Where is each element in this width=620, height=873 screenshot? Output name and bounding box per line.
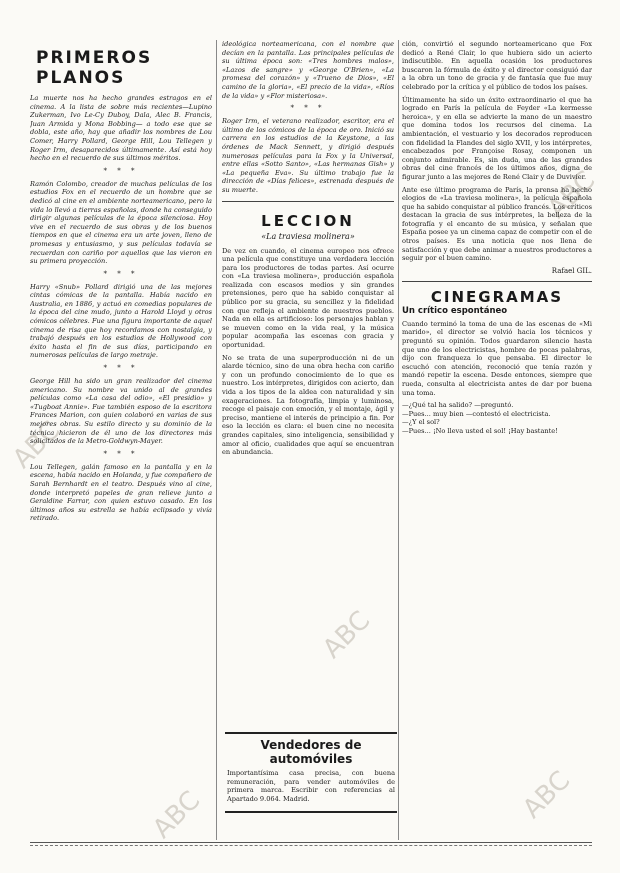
- divider: [402, 281, 592, 282]
- column-divider: [216, 40, 217, 840]
- footer-rule: [30, 842, 592, 843]
- article-paragraph: Ante ese último programa de París, la prensa ha hecho elogios de «La traviesa molinera», la película española que ha sabido conquistar al público francés. Los críticos destacan la gracia de sus intérpretes, la belleza de la fotografía y el encanto de su música, y señalan que España posee ya un cinema capaz de competir con el de otros países. Es una noticia que nos llena de satisfacción y que debe animar a nuestros productores a seguir por el buen camino.: [402, 185, 592, 263]
- column-cinegramas: [402, 40, 592, 440]
- article-paragraph: No se trata de una superproducción ni de un alarde técnico, sino de una obra hecha con cariño y con un profundo conocimiento de lo que es nuestro. Los intérpretes, dirigidos con acierto, dan vida a los tipos de la aldea con naturalidad y sin exageraciones. La fotografía, limpia y luminosa, recoge el paisaje con emoción, y el montaje, ágil y preciso, mantiene el interés de principio a fin. Por eso la lección es clara: el buen cine no necesita grandes capitales, sino inteligencia, sensibilidad y amor al oficio, cualidades que aquí se encuentran en abundancia.: [222, 353, 394, 457]
- separator: * * *: [103, 364, 139, 373]
- footer-rule: [30, 845, 592, 846]
- ad-title: Vendedores de automóviles: [260, 738, 362, 766]
- column-leccion: [222, 40, 394, 461]
- article-paragraph: Harry «Snub» Pollard dirigió una de las mejores cintas cómicas de la pantalla. Había nacido en Australia, en 1886, y actuó en comedias populares de la época del cine mudo, junto a Harold Lloyd y otros cómicos célebres. Fue una figura importante de aquel cinema de risa que hoy recordamos con nostalgia, y trabajó después en los estudios de Hollywood con éxito hasta el fin de sus días, participando en numerosas películas de largo metraje.: [30, 282, 212, 360]
- section-subtitle: «La traviesa molinera»: [261, 231, 355, 241]
- separator: * * *: [103, 166, 139, 175]
- article-paragraph: Lou Tellegen, galán famoso en la pantalla y en la escena, había nacido en Holanda, y fue compañero de Sarah Bernhardt en el teatro. Después vino al cine, donde interpretó papeles de gran relieve junto a Geraldine Farrar, con quien estuvo casado. En los últimos años su estrella se había eclipsado y vivía retirado.: [30, 462, 212, 523]
- separator: * * *: [103, 449, 139, 458]
- watermark: ABC: [317, 605, 377, 665]
- section-subtitle: Un crítico espontáneo: [402, 305, 508, 316]
- column-primeros-planos: [30, 40, 212, 527]
- article-paragraph: George Hill ha sido un gran realizador del cinema americano. Su nombre va unido al de grandes películas como «La casa del odio», «El presidio» y «Tugboat Annie». Fue también esposo de la escritora Frances Marion, con quien colaboró en varias de sus mejores obras. Su estilo directo y su dominio de la técnica hicieron de él uno de los directores más solicitados de la Metro-Goldwyn-Mayer.: [30, 377, 212, 446]
- article-paragraph: ción, convirtió el segundo norteamericano que Fox dedicó a René Clair, lo que hubiera sido un acierto indiscutible. En aquella ocasión los productores buscaron la fórmula de éxito y el director consiguió dar a la obra un tono de gracia y de fantasía que fue muy celebrado por la crítica y el público de todos los países.: [402, 40, 592, 91]
- article-paragraph: De vez en cuando, el cinema europeo nos ofrece una película que constituye una verdadera lección para los productores de todas partes. Así ocurre con «La traviesa molinera», producción española realizada con escasos medios y sin grandes pretensiones, pero que ha sabido conquistar al público por su gracia, su sencillez y la fidelidad con que refleja el ambiente de nuestros pueblos. Nada en ella es artificioso: los personajes hablan y se mueven como en la vida real, y la música popular acompaña las escenas con gracia y oportunidad.: [222, 246, 394, 350]
- section-title: CINEGRAMAS: [430, 287, 564, 306]
- author-signature: Rafael GIL.: [551, 266, 592, 275]
- article-dialogue: —¿Qué tal ha salido? —preguntó. —Pues... muy bien —contestó el electricista. —¿Y el sol? —Pues... ¡No lleva usted el sol! ¡Hay bastante!: [402, 401, 558, 435]
- column-divider: [398, 40, 399, 840]
- article-paragraph: ideológica norteamericana, con el nombre que decían en la pantalla. Las principales películas de su última época son: «Tres hombres malos», «Lazos de sangre» y «George O'Brien», «La promesa del corazón» y «Trueno de Dios», «El camino de la gloria», «El precio de la vida», «Ríos de la vida» y «Flor misteriosa».: [222, 40, 394, 100]
- article-paragraph: Cuando terminó la toma de una de las escenas de «Mi marido», el director se volvió hacia los técnicos y preguntó su opinión. Todos guardaron silencio hasta que uno de los electricistas, hombre de pocas palabras, dijo con franqueza lo que pensaba. El director le escuchó con atención, reconoció que tenía razón y mandó repetir la escena. Desde entonces, siempre que rueda, consulta al electricista antes de dar por buena una toma.: [402, 319, 592, 397]
- article-paragraph: Ramón Colombo, creador de muchas películas de los estudios Fox en el recuerdo de un hombre que se dedicó al cine en el ambiente norteamericano, pero la vida lo llevó a tierras españolas, donde ha conseguido dirigir algunas películas de la época silenciosa. Hoy vive en el recuerdo de sus obras y de los buenos tiempos en que el cinema era un arte joven, lleno de promesas y entusiasmo, y sus películas todavía se recuerdan con cariño por aquellos que las vieron en su primera proyección.: [30, 179, 212, 266]
- classified-ad: [225, 732, 397, 813]
- article-paragraph: Roger Irm, el veterano realizador, escritor, era el último de los cómicos de la época de oro. Inició su carrera en los estudios de la Keystone, a las órdenes de Mack Sennett, y dirigió después numerosas películas para la Fox y la Universal, entre ellas «Sotto Santo», «Las hermanas Gish» y «La pequeña Eva». Su último trabajo fue la dirección de «Días felices», estrenada después de su muerte.: [222, 117, 394, 194]
- watermark: ABC: [147, 785, 207, 845]
- watermark: ABC: [517, 765, 577, 825]
- article-paragraph: Últimamente ha sido un éxito extraordinario el que ha logrado en París la película de Feyder «La kermesse heroica», y en ella se advierte la mano de un maestro que domina todos los recursos del cinema. La ambientación, el vestuario y los decorados reproducen con fidelidad la Flandes del siglo XVII, y los intérpretes, encabezados por Françoise Rosay, componen un conjunto admirable. Es, sin duda, una de las grandes obras del cine francés de los últimos años, digna de figurar junto a las mejores de René Clair y de Duvivier.: [402, 95, 592, 181]
- ad-text: Importantísima casa precisa, con buena remuneración, para vender automóviles de primera marca. Escribir con referencias al Apartado 9.064. Madrid.: [227, 769, 395, 803]
- separator: * * *: [103, 269, 139, 278]
- article-paragraph: La muerte nos ha hecho grandes estragos en el cinema. A la lista de sobre más recientes—Lupino Zukerman, Ivo Le-Cy Duboy, Dala, Alec B. Francis, Juan Armida y Mona Bobbing— a todo ese que se dobla, este año, hay que añadir los nombres de Lou Comer, Harry Pollard, George Hill, Lou Tellegen y Roger Irm, desaparecidos últimamente. Así está hoy hecho en el recuerdo de sus últimos méritos.: [30, 94, 212, 163]
- divider: [222, 201, 394, 202]
- section-title: LECCION: [261, 211, 355, 230]
- watermark: ABC: [542, 165, 602, 225]
- separator: * * *: [290, 104, 326, 113]
- watermark: ABC: [7, 415, 67, 475]
- section-title: PRIMEROS PLANOS: [36, 48, 153, 88]
